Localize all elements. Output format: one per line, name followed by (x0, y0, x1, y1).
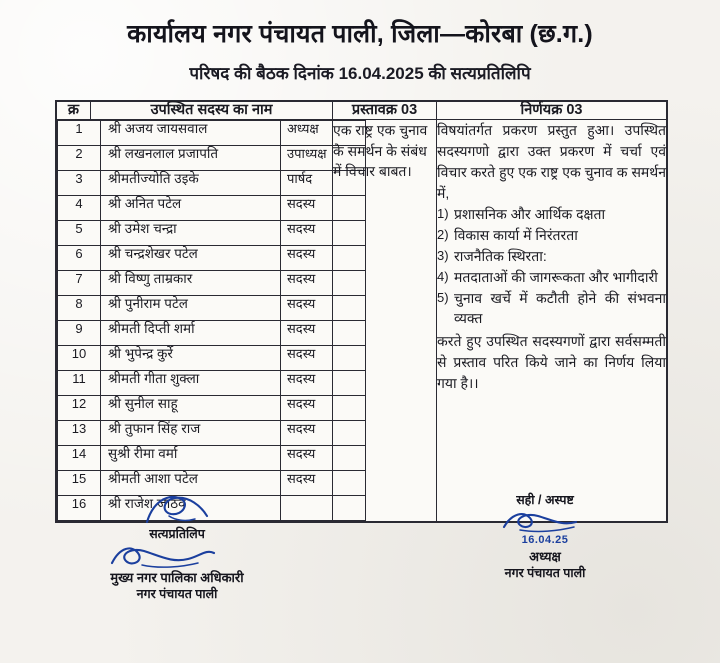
proposal-text: एक राष्ट्र एक चुनाव के समर्थन के संबंध में विचार बाबत। (333, 120, 437, 522)
page-subtitle: परिषद की बैठक दिनांक 16.04.2025 की सत्यप्रतिलिपि (189, 64, 531, 83)
member-name: श्री तुफान सिंह राज (101, 421, 281, 446)
table-row (58, 121, 366, 146)
member-designation: उपाध्यक्ष (281, 146, 366, 171)
member-name: श्रीमती गीता शुक्ला (101, 371, 281, 396)
signature-scribble-icon (117, 492, 237, 526)
member-name: श्री चन्द्रशेखर पटेल (101, 246, 281, 271)
list-item (437, 247, 666, 267)
table-row (58, 296, 366, 321)
point-number: 4) (437, 269, 449, 285)
member-serial: 2 (58, 146, 101, 171)
members-list-cell (57, 120, 333, 522)
member-serial: 15 (58, 471, 101, 496)
table-header-row (57, 102, 667, 120)
signature-block-cmo (62, 492, 292, 603)
member-designation: सदस्य (281, 196, 366, 221)
signature-role: मुख्य नगर पालिका अधिकारी (110, 569, 244, 585)
member-name: श्री लखनलाल प्रजापति (101, 146, 281, 171)
table-row (58, 371, 366, 396)
member-serial: 16 (58, 496, 101, 521)
point-number: 5) (437, 289, 449, 305)
member-serial: 6 (58, 246, 101, 271)
table-row (58, 321, 366, 346)
header-member-name: उपस्थित सदस्य का नाम (91, 102, 333, 120)
member-serial: 8 (58, 296, 101, 321)
table-row (58, 446, 366, 471)
point-text: राजनैतिक स्थिरता: (454, 248, 547, 265)
decision-points (437, 205, 666, 328)
member-designation: सदस्य (281, 421, 366, 446)
minutes-table (55, 100, 668, 523)
handwritten-date: 16.04.25 (521, 533, 569, 546)
decision-cell (437, 120, 667, 522)
decision-intro: विषयांतर्गत प्रकरण प्रस्तुत हुआ। उपस्थित सदस्यगणो द्वारा उक्त प्रकरण में चर्चा एवं विचार करते हुए एक राष्ट्र एक चुनाव क समर्थन में, (437, 122, 666, 202)
member-designation: सदस्य (281, 371, 366, 396)
table-row (58, 146, 366, 171)
member-name: श्री विष्णु ताम्रकार (101, 271, 281, 296)
member-name: श्री राजेश जाठव (101, 496, 281, 521)
member-name: श्री उमेश चन्द्रा (101, 221, 281, 246)
member-name: श्री अनित पटेल (101, 196, 281, 221)
signature-org: नगर पंचायत पाली (136, 587, 218, 602)
member-designation: सदस्य (281, 346, 366, 371)
member-designation: सदस्य (281, 296, 366, 321)
point-text: चुनाव खर्चे में कटौती होने की संभवना व्यक्त (454, 289, 666, 326)
signature-caption: सत्यप्रतिलिप (149, 527, 205, 541)
member-name: श्री भुपेन्द्र कुर्रे (101, 346, 281, 371)
table-row (58, 221, 366, 246)
member-serial: 7 (58, 271, 101, 296)
header-decision: निर्णयक्र 03 (437, 102, 667, 120)
signature-area (0, 492, 720, 612)
list-item (437, 226, 666, 246)
member-name: सुश्री रीमा वर्मा (101, 446, 281, 471)
table-row (58, 396, 366, 421)
member-designation: सदस्य (281, 471, 366, 496)
page-title: कार्यालय नगर पंचायत पाली, जिला—कोरबा (छ.ग.) (127, 20, 593, 48)
member-designation: सदस्य (281, 321, 366, 346)
member-serial: 9 (58, 321, 101, 346)
point-text: मतदाताओं की जागरूकता और भागीदारी (454, 269, 658, 286)
point-number: 2) (437, 227, 449, 243)
signature-org: नगर पंचायत पाली (504, 566, 586, 581)
signature-ink-icon (102, 543, 252, 569)
member-serial: 10 (58, 346, 101, 371)
members-table (57, 120, 366, 521)
member-designation: सदस्य (281, 271, 366, 296)
member-serial: 11 (58, 371, 101, 396)
table-body-row (57, 120, 667, 522)
member-designation: अध्यक्ष (281, 121, 366, 146)
point-number: 3) (437, 248, 449, 264)
list-item (437, 205, 666, 225)
member-serial: 4 (58, 196, 101, 221)
member-serial: 1 (58, 121, 101, 146)
member-serial: 12 (58, 396, 101, 421)
header-proposal: प्रस्तावक्र 03 (333, 102, 437, 120)
member-serial: 3 (58, 171, 101, 196)
member-serial: 5 (58, 221, 101, 246)
member-designation: पार्षद (281, 171, 366, 196)
header-serial: क्र (57, 102, 91, 120)
signature-block-president (430, 492, 660, 582)
table-row (58, 171, 366, 196)
member-designation: सदस्य (281, 396, 366, 421)
point-text: प्रशासनिक और आर्थिक दक्षता (454, 206, 606, 223)
list-item (437, 289, 666, 329)
member-serial: 14 (58, 446, 101, 471)
member-name: श्री अजय जायसवाल (101, 121, 281, 146)
table-row (58, 196, 366, 221)
signature-caption: सही / अस्पष्ट (516, 493, 574, 507)
table-row (58, 246, 366, 271)
member-name: श्री पुनीराम पटेल (101, 296, 281, 321)
point-text: विकास कार्या में निरंतरता (454, 227, 578, 244)
table-row (58, 271, 366, 296)
member-name: श्रीमतीज्योति उइके (101, 171, 281, 196)
signature-ink-icon (490, 509, 600, 533)
table-row (58, 421, 366, 446)
member-designation: सदस्य (281, 221, 366, 246)
point-number: 1) (437, 206, 449, 222)
member-name: श्रीमती आशा पटेल (101, 471, 281, 496)
table-row (58, 346, 366, 371)
member-serial: 13 (58, 421, 101, 446)
signature-role: अध्यक्ष (529, 548, 561, 564)
member-designation: सदस्य (281, 246, 366, 271)
list-item (437, 268, 666, 288)
decision-closing: करते हुए उपस्थित सदस्यगणों द्वारा सर्वसम्मती से प्रस्ताव परित किये जाने का निर्णय लिया गया है।। (437, 332, 666, 391)
member-designation: सदस्य (281, 446, 366, 471)
member-name: श्रीमती दिप्ती शर्मा (101, 321, 281, 346)
member-name: श्री सुनील साहू (101, 396, 281, 421)
